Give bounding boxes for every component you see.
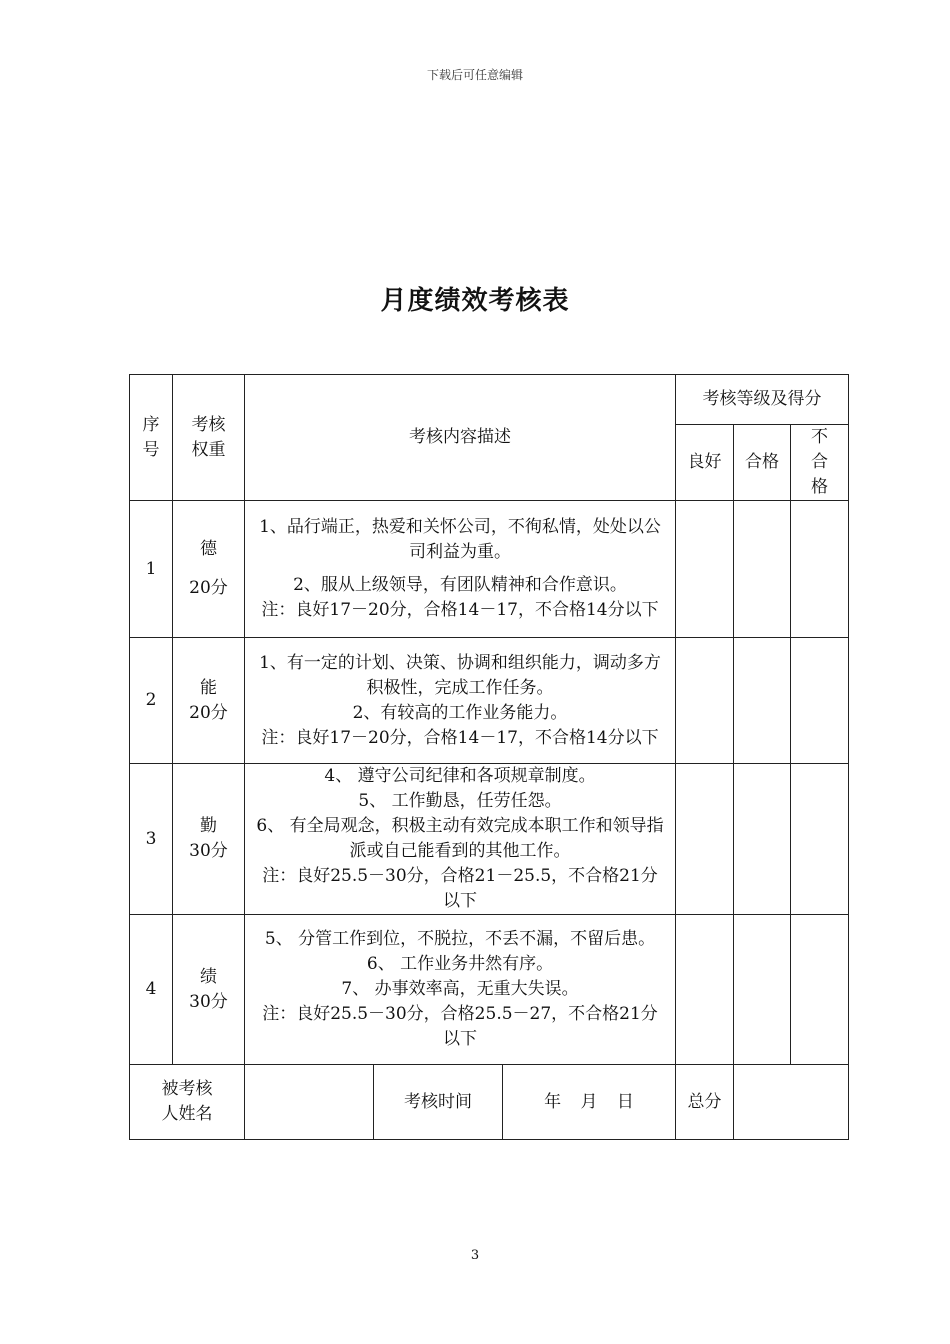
row-weight-value: 20分 bbox=[189, 702, 228, 723]
header-seq: 序号 bbox=[130, 375, 173, 501]
row-category: 德 bbox=[200, 539, 217, 559]
header-grade-good: 良好 bbox=[676, 425, 734, 501]
time-label: 考核时间 bbox=[374, 1065, 503, 1140]
desc-line: 注：良好17－20分，合格14－17，不合格14分以下 bbox=[261, 600, 659, 620]
row-category: 勤 bbox=[200, 816, 217, 836]
page-number: 3 bbox=[470, 1248, 480, 1263]
header-note: 下载后可任意编辑 bbox=[426, 68, 523, 82]
row-weight-value: 30分 bbox=[189, 841, 228, 861]
desc-line: 2、服从上级领导，有团队精神和合作意识。 bbox=[293, 575, 627, 595]
desc-line: 1、品行端正，热爱和关怀公司，不徇私情，处处以公司利益为重。 bbox=[259, 517, 661, 562]
score-fail-cell[interactable] bbox=[791, 501, 849, 638]
score-good-cell[interactable] bbox=[676, 638, 734, 764]
date-cell[interactable]: 年 月 日 bbox=[503, 1065, 676, 1140]
row-category: 绩 bbox=[200, 966, 217, 987]
desc-line: 6、 工作业务井然有序。 bbox=[366, 954, 554, 974]
row-seq: 2 bbox=[130, 638, 173, 764]
page-title: 月度绩效考核表 bbox=[380, 286, 570, 316]
name-value-cell[interactable] bbox=[245, 1065, 374, 1140]
row-seq: 3 bbox=[130, 764, 173, 915]
score-fail-cell[interactable] bbox=[791, 915, 849, 1065]
desc-line: 注：良好25.5－30分，合格21－25.5，不合格21分以下 bbox=[262, 866, 658, 911]
header-description: 考核内容描述 bbox=[245, 375, 676, 501]
score-pass-cell[interactable] bbox=[734, 915, 791, 1065]
name-label: 被考核人姓名 bbox=[130, 1065, 245, 1140]
desc-line: 注：良好25.5－30分，合格25.5－27，不合格21分以下 bbox=[262, 1004, 658, 1049]
score-good-cell[interactable] bbox=[676, 764, 734, 915]
row-category: 能 bbox=[200, 677, 217, 698]
row-weight-value: 20分 bbox=[189, 578, 228, 598]
table-row bbox=[130, 501, 849, 638]
score-good-cell[interactable] bbox=[676, 501, 734, 638]
footer-row bbox=[130, 1065, 849, 1140]
row-description bbox=[245, 638, 676, 764]
row-weight bbox=[173, 915, 245, 1065]
row-description bbox=[245, 764, 676, 915]
table-row bbox=[130, 764, 849, 915]
score-pass-cell[interactable] bbox=[734, 638, 791, 764]
header-grade-fail: 不合格 bbox=[791, 425, 849, 501]
row-weight bbox=[173, 638, 245, 764]
row-weight bbox=[173, 764, 245, 915]
desc-line: 2、有较高的工作业务能力。 bbox=[352, 702, 568, 723]
header-grade-pass: 合格 bbox=[734, 425, 791, 501]
desc-line: 6、 有全局观念，积极主动有效完成本职工作和领导指派或自己能看到的其他工作。 bbox=[256, 816, 664, 861]
table-row bbox=[130, 915, 849, 1065]
row-seq: 1 bbox=[130, 501, 173, 638]
total-label: 总分 bbox=[676, 1065, 734, 1140]
desc-line: 1、有一定的计划、决策、协调和组织能力，调动多方积极性，完成工作任务。 bbox=[259, 652, 661, 698]
score-good-cell[interactable] bbox=[676, 915, 734, 1065]
row-seq: 4 bbox=[130, 915, 173, 1065]
total-value-cell[interactable] bbox=[734, 1065, 849, 1140]
header-weight: 考核权重 bbox=[173, 375, 245, 501]
desc-line: 5、 分管工作到位，不脱拉，不丢不漏，不留后患。 bbox=[264, 929, 656, 949]
evaluation-table bbox=[129, 374, 849, 1140]
desc-line: 4、 遵守公司纪律和各项规章制度。 bbox=[324, 766, 596, 786]
score-fail-cell[interactable] bbox=[791, 764, 849, 915]
row-description bbox=[245, 501, 676, 638]
score-pass-cell[interactable] bbox=[734, 764, 791, 915]
desc-line: 注：良好17－20分，合格14－17，不合格14分以下 bbox=[261, 727, 659, 748]
desc-line: 5、 工作勤恳，任劳任怨。 bbox=[358, 791, 562, 811]
header-grade-group: 考核等级及得分 bbox=[676, 375, 849, 425]
table-row bbox=[130, 638, 849, 764]
desc-line: 7、 办事效率高，无重大失误。 bbox=[341, 979, 579, 999]
row-weight bbox=[173, 501, 245, 638]
row-description bbox=[245, 915, 676, 1065]
score-fail-cell[interactable] bbox=[791, 638, 849, 764]
score-pass-cell[interactable] bbox=[734, 501, 791, 638]
row-weight-value: 30分 bbox=[189, 991, 228, 1012]
